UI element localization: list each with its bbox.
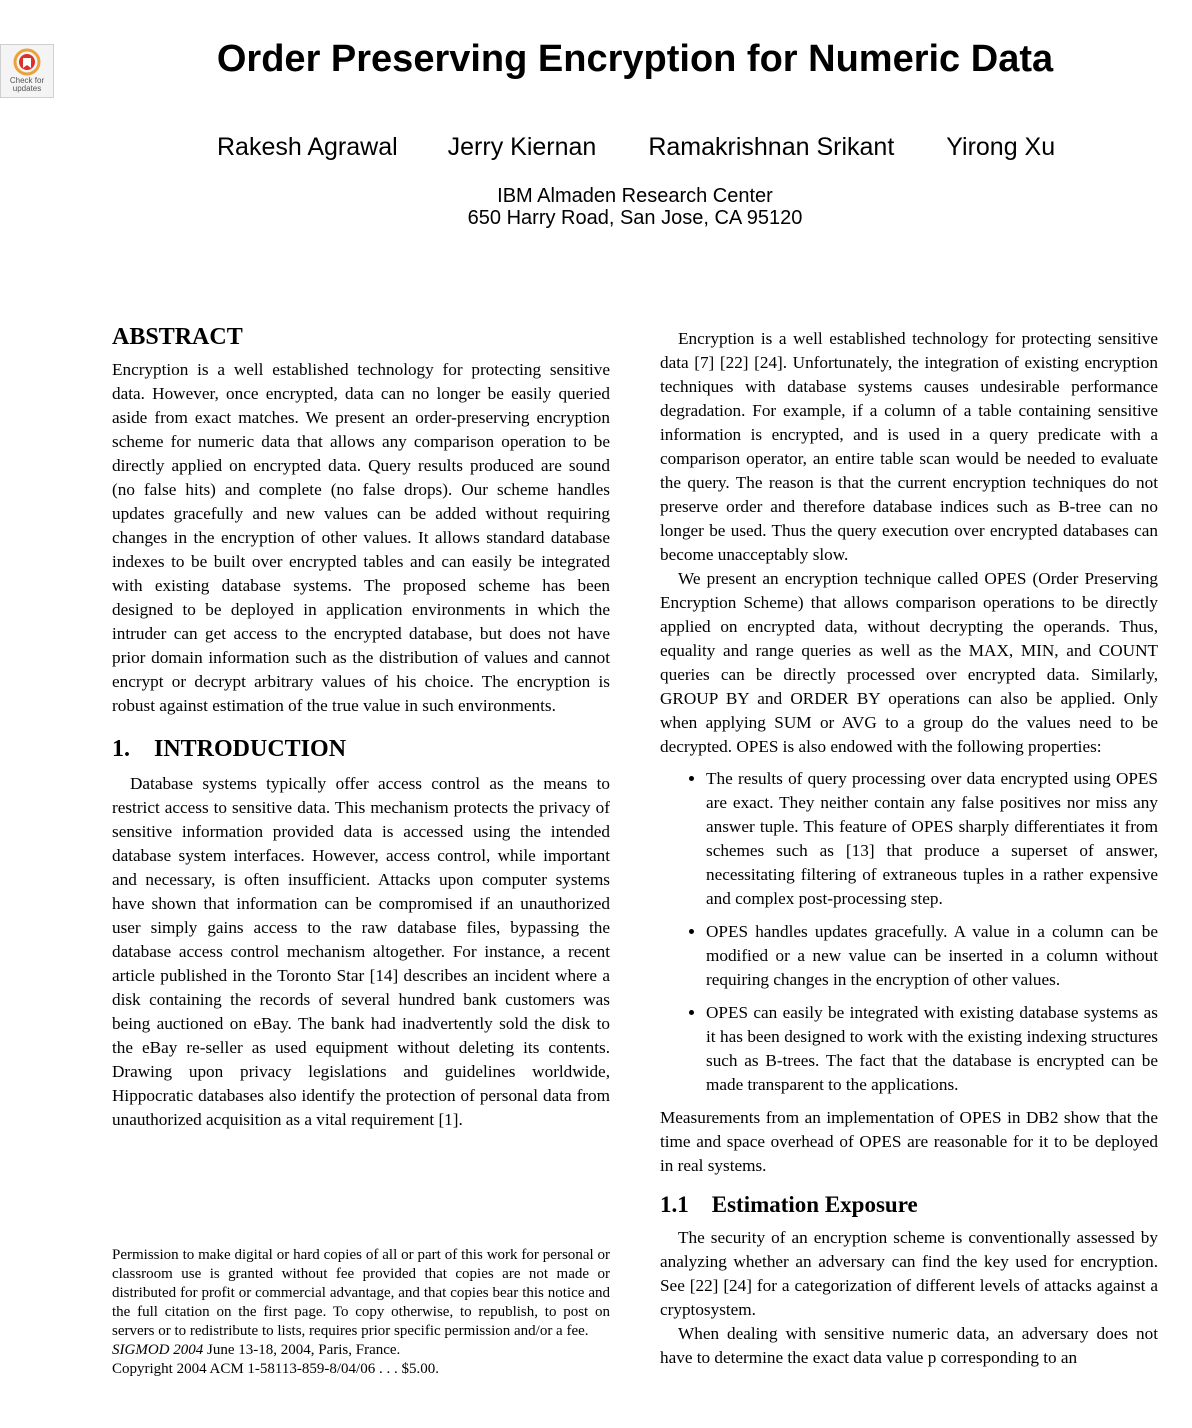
affiliation-institution: IBM Almaden Research Center xyxy=(497,185,773,207)
permission-text: Permission to make digital or hard copies of all or part of this work for personal or classroom use is granted without fee provided that copies are not made or distributed for profit or commercial advantage, and that copies bear this notice and the full citation on the first page. To copy otherwise, to republish, to post on servers or to redistribute to lists, requires prior specific permission and/or a fee. xyxy=(112,1247,610,1339)
author: Yirong Xu xyxy=(946,133,1056,161)
conference-name: SIGMOD 2004 xyxy=(112,1342,204,1358)
section-paragraph: The security of an encryption scheme is conventionally assessed by analyzing whether an adversary can find the key used for encryption. See [22] [24] for a categorization of different levels of attacks against a cryptosystem. xyxy=(660,1228,1158,1319)
author: Jerry Kiernan xyxy=(447,133,597,161)
copyright-line: Copyright 2004 ACM 1-58113-859-8/04/06 . . . $5.00. xyxy=(112,1361,439,1377)
section-heading: 1.1 Estimation Exposure xyxy=(660,1192,918,1217)
left-column xyxy=(112,320,610,1132)
conference-details: June 13-18, 2004, Paris, France. xyxy=(203,1342,401,1358)
right-column xyxy=(660,327,1158,1370)
author: Ramakrishnan Srikant xyxy=(648,133,895,161)
list-item: • OPES handles updates gracefully. A value in a column can be modified or a new value can be inserted in a column without requiring changes in the encryption of other values. xyxy=(706,920,1158,992)
conference-line xyxy=(112,1341,610,1360)
author: Rakesh Agrawal xyxy=(217,133,398,161)
introduction-heading: 1. INTRODUCTION xyxy=(112,736,347,762)
intro-paragraph: Measurements from an implementation of OPES in DB2 show that the time and space overhead of OPES are reasonable for it to be deployed in real systems. xyxy=(660,1108,1158,1175)
section-paragraph: When dealing with sensitive numeric data, an adversary does not have to determine the exact data value p corresponding to an xyxy=(660,1324,1158,1367)
intro-paragraph: Database systems typically offer access control as the means to restrict access to sensitive data. This mechanism protects the privacy of sensitive information provided data is accessed using the intended database system interfaces. However, access control, while important and necessary, is often insufficient. Attacks upon computer systems have shown that information can be compromised if an unauthorized user simply gains access to the raw database files, bypassing the database access control mechanism altogether. For instance, a recent article published in the Toronto Star [14] describes an incident where a disk containing the records of several hundred bank customers was being auctioned on eBay. The bank had inadvertently sold the disk to the eBay re-seller as used equipment without deleting its contents. Drawing upon privacy legislations and guidelines worldwide, Hippocratic databases also identify the protection of personal data from unauthorized acquisition as a vital requirement [1]. xyxy=(112,774,610,1129)
paper-title: Order Preserving Encryption for Numeric Data xyxy=(216,38,1054,80)
affiliation-address: 650 Harry Road, San Jose, CA 95120 xyxy=(467,207,803,229)
author-list xyxy=(217,132,1077,162)
permission-footnote xyxy=(112,1246,610,1379)
badge-label: Check for updates xyxy=(9,76,45,93)
list-item: • The results of query processing over data encrypted using OPES are exact. They neither contain any false positives nor miss any answer tuple. This feature of OPES sharply differentiates it from schemes such as [13] that produce a superset of answer, necessitating filtering of extraneous tuples in a rather expensive and complex post-processing step. xyxy=(706,767,1158,911)
intro-paragraph: Encryption is a well established technology for protecting sensitive data [7] [22] [24]. Unfortunately, the integration of existing encryption techniques with database systems causes undesirable performance degradation. For example, if a column of a table containing sensitive information is encrypted, and is used in a query predicate with a comparison operator, an entire table scan would be needed to evaluate the query. The reason is that the current encryption techniques do not preserve order and therefore database indices such as B-tree can no longer be used. Thus the query execution over encrypted databases can become unacceptably slow. xyxy=(660,329,1158,564)
list-item: • OPES can easily be integrated with existing database systems as it has been designed to work with the existing indexing structures such as B-trees. The fact that the database is encrypted can be made transparent to the applications. xyxy=(706,1001,1158,1097)
intro-paragraph: We present an encryption technique called OPES (Order Preserving Encryption Scheme) that allows comparison operations to be directly applied on encrypted data, without decrypting the operands. Thus, equality and range queries as well as the MAX, MIN, and COUNT queries can be directly processed over encrypted data. Similarly, GROUP BY and ORDER BY operations can also be applied. Only when applying SUM or AVG to a group do the values need to be decrypted. OPES is also endowed with the following properties: xyxy=(660,569,1158,756)
affiliation xyxy=(0,185,1192,229)
abstract-heading: ABSTRACT xyxy=(112,324,243,350)
abstract-text: Encryption is a well established technology for protecting sensitive data. However, once encrypted, data can no longer be easily queried aside from exact matches. We present an order-preserving encryption scheme for numeric data that allows any comparison operation to be directly applied on encrypted data. Query results produced are sound (no false hits) and complete (no false drops). Our scheme handles updates gracefully and new values can be added without requiring changes in the encryption of other values. It allows standard database indexes to be built over encrypted tables and can easily be integrated with existing database systems. The proposed scheme has been designed to be deployed in application environments in which the intruder can get access to the encrypted database, but does not have prior domain information such as the distribution of values and cannot encrypt or decrypt arbitrary values of his choice. The encryption is robust against estimation of the true value in such environments. xyxy=(112,360,610,715)
properties-list xyxy=(660,767,1158,1097)
